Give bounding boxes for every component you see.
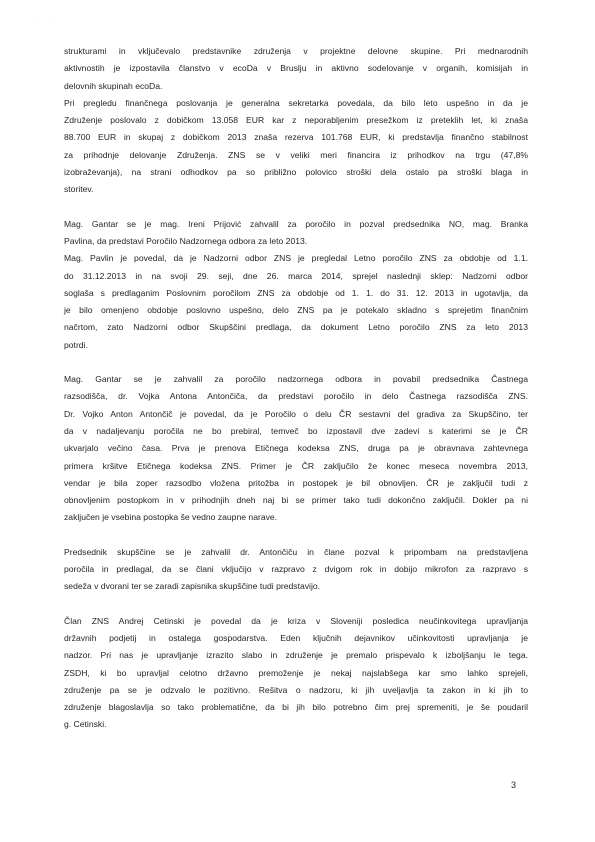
text-line: delovnih skupinah ecoDa. [64, 80, 163, 91]
text-line: zaključen je vsebina postopka še vedno zaupne narave. [64, 512, 278, 523]
text-line: strukturami in vključevalo predstavnike združenja v projektne delovne skupine. Pri mednarodnih [64, 46, 528, 56]
text-line: Član ZNS Andrej Cetinski je povedal da je kriza v Sloveniji posledica neučinkovitega upravljanja [64, 615, 528, 626]
paragraph-cetinski [64, 613, 528, 734]
paragraph-discussion-invite [64, 544, 528, 596]
text-line: soglaša s predlaganim Poslovnim poročilom ZNS za obdobje od 1. 1. do 31. 12. 2013 in ugotavlja, da [64, 287, 528, 298]
page-number: 3 [511, 780, 517, 790]
text-line: Dr. Vojko Anton Antončič je povedal, da je Poročilo o delu ČR sestavni del gradiva za Skupščino, ter [64, 408, 528, 419]
text-line: da v nadaljevanju poročila ne bo prebiral, temveč bo izpostavil dve zadevi s katerimi se je ČR [64, 425, 528, 436]
text-line: g. Cetinski. [64, 719, 107, 730]
text-line: načrtom, zato Nadzorni odbor Skupščini predlaga, da dokument Letno poročilo ZNS za leto 2013 [64, 322, 528, 333]
text-line: Združenje poslovalo z dobičkom 13.058 EUR kar z neporabljenim presežkom iz preteklih let, ki znaša [64, 115, 528, 126]
text-line: nadzor. Pri nas je upravljanje izrazito slabo in združenje je premalo prispevalo k izboljšanju le tega. [64, 650, 528, 661]
document-body [64, 43, 528, 734]
paragraph-supervisory-board [64, 216, 528, 354]
text-line: za prihodnje delovanje Združenja. ZNS se v veliki meri financira iz prihodkov na trgu (47,8% [64, 149, 528, 160]
text-line: 88.700 EUR in skupaj z dobičkom 2013 znaša rezerva 101.768 EUR, ki predstavlja finančno stabilnost [64, 132, 528, 143]
header-mark: . . [34, 14, 57, 20]
text-line: primera kršitve Etičnega kodeksa ZNS. Primer je ČR zaključilo že konec meseca novembra 2013, [64, 460, 528, 471]
text-line: aktivnostih je izpostavila članstvo v ecoDa v Bruslju in aktivno sodelovanje v organih, komisijah in [64, 63, 528, 74]
text-line: je bilo omenjeno obdobje poslovno uspešno, delo ZNS pa je potekalo skladno s sprejetim finančnim [64, 305, 528, 316]
text-line: do 31.12.2013 in na svoji 29. seji, dne 26. marca 2014, sprejel naslednji sklep: Nadzorni odbor [64, 270, 528, 281]
text-line: vendar je bila zoper razsodbo vložena pritožba in postopek je bil obnovljen. ČR je zaključil tudi z [64, 477, 528, 488]
text-line: storitev. [64, 184, 94, 195]
text-line: sedeža v dvorani ter se zaradi zapisnika skupščine tudi predstavijo. [64, 581, 321, 592]
text-line: združenje pa se je odzvalo le pozitivno. Rešitva o nadzoru, ki jih uveljavlja ta zakon in ki jih to [64, 684, 528, 695]
text-line: Mag. Gantar se je zahvalil za poročilo nadzornega odbora in povabil predsednika Častnega [64, 374, 528, 385]
text-line: Pavlina, da predstavi Poročilo Nadzornega odbora za leto 2013. [64, 235, 308, 246]
text-line: Pri pregledu finančnega poslovanja je generalna sekretarka povedala, da bilo leto uspešno in da je [64, 97, 528, 108]
text-line: združenje blagoslavlja so tako problematične, da bi jih bilo potrebno čim prej spremeniti, je še poudaril [64, 702, 528, 713]
text-line: obnovljenim postopkom in v prihodnjih dneh naj bi se primer tako tudi dokončno zaključil. Dokler pa ni [64, 495, 528, 506]
text-line: Predsednik skupščine se je zahvalil dr. Antončiču in člane pozval k pripombam na predstavljena [64, 546, 528, 557]
text-line: Mag. Gantar se je mag. Ireni Prijović zahvalil za poročilo in pozval predsednika NO, mag. Branka [64, 218, 528, 229]
text-line: državnih podjetij in ostalega gospodarstva. Eden ključnih dejavnikov učinkovitosti upravljanja je [64, 632, 528, 643]
text-line: izobraževanja), na strani odhodkov pa so približno polovico stroški dela ostalo pa stroški blaga in [64, 167, 528, 178]
text-line: razsodišča, dr. Vojka Antona Antončiča, da predstavi poročilo in delo Častnega razsodišča ZNS. [64, 391, 528, 402]
text-line: ZSDH, ki bo upravljal celotno državno premoženje je nekaj najslabšega kar smo lahko sprejeli, [64, 667, 528, 678]
paragraph-gs-report [64, 43, 528, 199]
text-line: potrdi. [64, 339, 88, 350]
text-line: ukvarjalo večino časa. Prva je prenova Etičnega kodeksa ZNS, druga pa je obravnava zahtevnega [64, 443, 528, 454]
paragraph-honour-court [64, 371, 528, 527]
text-line: poročila in predlagal, da se člani vključijo v razpravo z dvigom rok in dobijo mikrofon za razpravo s [64, 564, 528, 575]
text-line: Mag. Pavlin je povedal, da je Nadzorni odbor ZNS je pregledal Letno poročilo ZNS za obdobje od 1.1. [64, 253, 528, 264]
